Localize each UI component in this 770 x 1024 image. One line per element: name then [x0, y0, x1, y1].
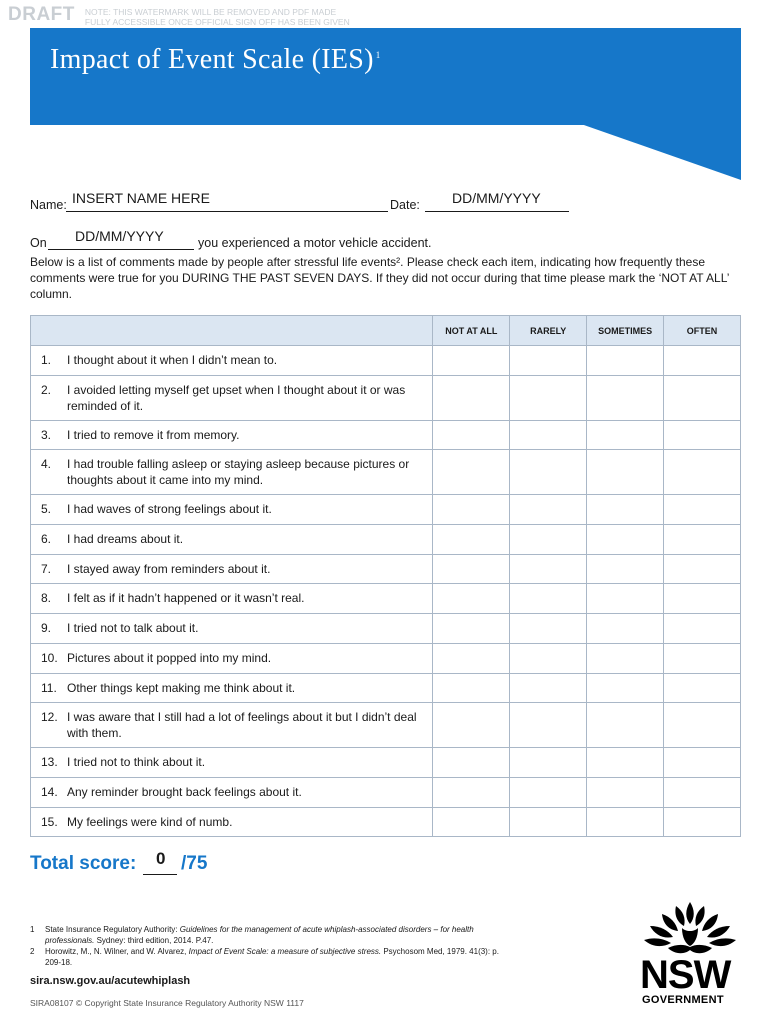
ies-table	[30, 315, 741, 837]
table-row	[31, 643, 741, 673]
footnote-1-pre: State Insurance Regulatory Authority:	[45, 925, 180, 934]
question-wrap	[41, 814, 424, 830]
response-not-at-all-cell[interactable]	[433, 346, 510, 376]
question-number: 15.	[41, 814, 58, 829]
accident-date-field[interactable]: DD/MM/YYYY	[75, 228, 164, 244]
question-text: I had dreams about it.	[67, 532, 184, 547]
question-text: I thought about it when I didn’t mean to.	[67, 353, 278, 367]
response-rarely-cell[interactable]	[510, 748, 587, 778]
response-sometimes-cell[interactable]	[587, 554, 664, 584]
response-sometimes-cell[interactable]	[587, 673, 664, 703]
response-rarely-cell[interactable]	[510, 584, 587, 614]
table-row	[31, 614, 741, 644]
table-row	[31, 584, 741, 614]
response-sometimes-cell[interactable]	[587, 375, 664, 420]
table-row	[31, 495, 741, 525]
question-wrap	[41, 456, 424, 488]
question-number: 6.	[41, 532, 52, 547]
question-text: Pictures about it popped into my mind.	[67, 650, 272, 665]
response-not-at-all-cell[interactable]	[433, 375, 510, 420]
response-rarely-cell[interactable]	[510, 777, 587, 807]
footnote-1-number: 1	[30, 925, 35, 934]
footnote-1-italic: Guidelines for the management of acute whiplash-associated disorders – for health professionals.	[45, 925, 474, 945]
question-cell	[31, 584, 433, 614]
government-logo-text: GOVERNMENT	[642, 994, 724, 1006]
question-number: 11.	[41, 680, 57, 695]
name-label: Name:	[30, 198, 67, 212]
draft-label: DRAFT	[8, 4, 75, 25]
total-score-line	[143, 874, 177, 875]
response-rarely-cell[interactable]	[510, 346, 587, 376]
question-cell	[31, 375, 433, 420]
table-row	[31, 525, 741, 555]
question-cell	[31, 643, 433, 673]
question-text: I tried to remove it from memory.	[67, 427, 240, 442]
website-link[interactable]: sira.nsw.gov.au/acutewhiplash	[30, 975, 191, 987]
question-wrap	[41, 561, 424, 577]
question-wrap	[41, 709, 424, 741]
response-sometimes-cell[interactable]	[587, 525, 664, 555]
response-rarely-cell[interactable]	[510, 525, 587, 555]
question-number: 8.	[41, 591, 52, 606]
name-field[interactable]: INSERT NAME HERE	[72, 190, 210, 206]
name-line	[66, 211, 388, 212]
title-footnote-ref: 1	[375, 49, 381, 60]
table-row	[31, 450, 741, 495]
footnote-2-post: Psychosom Med, 1979. 41(3): p. 209-18.	[45, 947, 499, 967]
response-rarely-cell[interactable]	[510, 495, 587, 525]
response-sometimes-cell[interactable]	[587, 495, 664, 525]
response-sometimes-cell[interactable]	[587, 450, 664, 495]
question-number: 3.	[41, 427, 52, 442]
response-not-at-all-cell[interactable]	[433, 525, 510, 555]
on-suffix: you experienced a motor vehicle accident.	[198, 236, 432, 250]
date-label: Date:	[390, 198, 420, 212]
footnote-1-post: Sydney: third edition, 2014. P.47.	[94, 935, 214, 945]
header-banner	[30, 28, 741, 125]
table-row	[31, 554, 741, 584]
response-often-cell[interactable]	[664, 554, 741, 584]
response-not-at-all-cell[interactable]	[433, 673, 510, 703]
response-rarely-cell[interactable]	[510, 554, 587, 584]
question-number: 7.	[41, 561, 52, 576]
table-header-row	[31, 316, 741, 346]
col-sometimes: SOMETIMES	[587, 316, 664, 346]
footnote-2-number: 2	[30, 947, 35, 956]
table-row	[31, 807, 741, 837]
total-score-label: Total score:	[30, 853, 137, 874]
table-row	[31, 420, 741, 450]
question-number: 1.	[41, 353, 52, 367]
on-label: On	[30, 236, 47, 250]
question-cell	[31, 420, 433, 450]
response-sometimes-cell[interactable]	[587, 614, 664, 644]
question-cell	[31, 703, 433, 748]
question-text: Other things kept making me think about it.	[67, 680, 296, 695]
question-number: 14.	[41, 784, 58, 799]
table-row	[31, 375, 741, 420]
question-number: 10.	[41, 650, 58, 665]
response-rarely-cell[interactable]	[510, 614, 587, 644]
table-row	[31, 346, 741, 376]
question-cell	[31, 495, 433, 525]
response-sometimes-cell[interactable]	[587, 748, 664, 778]
question-cell	[31, 673, 433, 703]
response-sometimes-cell[interactable]	[587, 346, 664, 376]
question-wrap	[41, 531, 424, 547]
response-not-at-all-cell[interactable]	[433, 495, 510, 525]
response-sometimes-cell[interactable]	[587, 703, 664, 748]
response-often-cell[interactable]	[664, 420, 741, 450]
page-title-text: Impact of Event Scale (IES)	[50, 44, 374, 75]
response-not-at-all-cell[interactable]	[433, 807, 510, 837]
col-not-at-all: NOT AT ALL	[433, 316, 510, 346]
question-cell	[31, 748, 433, 778]
response-rarely-cell[interactable]	[510, 643, 587, 673]
instructions: Below is a list of comments made by people after stressful life events². Please check each item, indicating how frequently these comments were true for you DURING THE PAST SEVEN DAYS. If they did not occur during that time please mark the ‘NOT AT ALL’ column.	[30, 255, 729, 301]
response-rarely-cell[interactable]	[510, 450, 587, 495]
watermark-note-line1: NOTE: THIS WATERMARK WILL BE REMOVED AND PDF MADE	[84, 7, 337, 17]
question-number: 9.	[41, 621, 52, 636]
question-number: 12.	[41, 710, 58, 725]
response-often-cell[interactable]	[664, 525, 741, 555]
footnote-2	[30, 947, 510, 968]
on-line	[48, 249, 194, 250]
page-title	[50, 44, 381, 76]
response-rarely-cell[interactable]	[510, 703, 587, 748]
question-wrap	[41, 501, 424, 517]
response-often-cell[interactable]	[664, 673, 741, 703]
watermark-note	[85, 7, 350, 27]
response-sometimes-cell[interactable]	[587, 807, 664, 837]
question-number: 13.	[41, 755, 58, 770]
header-blank	[31, 316, 433, 346]
question-cell	[31, 777, 433, 807]
response-not-at-all-cell[interactable]	[433, 450, 510, 495]
question-wrap	[41, 620, 424, 636]
response-often-cell[interactable]	[664, 450, 741, 495]
response-often-cell[interactable]	[664, 748, 741, 778]
response-not-at-all-cell[interactable]	[433, 643, 510, 673]
response-not-at-all-cell[interactable]	[433, 703, 510, 748]
response-often-cell[interactable]	[664, 584, 741, 614]
question-number: 4.	[41, 457, 52, 472]
response-not-at-all-cell[interactable]	[433, 748, 510, 778]
response-often-cell[interactable]	[664, 643, 741, 673]
response-rarely-cell[interactable]	[510, 420, 587, 450]
draft-watermark	[8, 4, 350, 27]
question-text: My feelings were kind of numb.	[67, 814, 233, 829]
response-often-cell[interactable]	[664, 703, 741, 748]
table-row	[31, 777, 741, 807]
question-number: 5.	[41, 502, 52, 517]
question-text: I stayed away from reminders about it.	[67, 561, 271, 576]
response-sometimes-cell[interactable]	[587, 420, 664, 450]
response-sometimes-cell[interactable]	[587, 777, 664, 807]
table-row	[31, 673, 741, 703]
question-cell	[31, 525, 433, 555]
question-text: I was aware that I still had a lot of feelings about it but I didn’t deal with them.	[67, 710, 417, 741]
copyright-text: SIRA08107 © Copyright State Insurance Regulatory Authority NSW 1117	[30, 998, 304, 1008]
question-text: I tried not to think about it.	[67, 755, 206, 770]
question-text: Any reminder brought back feelings about it.	[67, 784, 302, 799]
question-cell	[31, 450, 433, 495]
question-cell	[31, 554, 433, 584]
response-sometimes-cell[interactable]	[587, 584, 664, 614]
nsw-waratah-icon	[638, 900, 742, 960]
footnote-2-italic: Impact of Event Scale: a measure of subjective stress.	[188, 947, 382, 956]
question-wrap	[41, 590, 424, 606]
response-not-at-all-cell[interactable]	[433, 554, 510, 584]
response-not-at-all-cell[interactable]	[433, 614, 510, 644]
response-often-cell[interactable]	[664, 807, 741, 837]
question-wrap	[41, 680, 424, 696]
response-often-cell[interactable]	[664, 346, 741, 376]
response-not-at-all-cell[interactable]	[433, 420, 510, 450]
response-not-at-all-cell[interactable]	[433, 777, 510, 807]
footnote-2-pre: Horowitz, M., N. Wilner, and W. Alvarez,	[45, 947, 189, 956]
question-wrap	[41, 650, 424, 666]
response-sometimes-cell[interactable]	[587, 643, 664, 673]
question-text: I avoided letting myself get upset when I thought about it or was reminded of it.	[67, 382, 406, 413]
question-cell	[31, 614, 433, 644]
question-text: I felt as if it hadn’t happened or it wasn’t real.	[67, 591, 305, 606]
question-wrap	[41, 427, 424, 443]
table-row	[31, 703, 741, 748]
question-wrap	[41, 784, 424, 800]
total-score-max: /75	[181, 853, 208, 874]
response-often-cell[interactable]	[664, 495, 741, 525]
question-text: I had trouble falling asleep or staying asleep because pictures or thoughts about it came into my mind.	[67, 457, 410, 488]
response-often-cell[interactable]	[664, 375, 741, 420]
col-rarely: RARELY	[510, 316, 587, 346]
date-field[interactable]: DD/MM/YYYY	[452, 190, 541, 206]
question-text: I had waves of strong feelings about it.	[67, 502, 272, 517]
response-often-cell[interactable]	[664, 777, 741, 807]
question-number: 2.	[41, 382, 52, 397]
total-score-field[interactable]: 0	[156, 849, 166, 868]
header-banner-tail	[581, 124, 741, 180]
response-rarely-cell[interactable]	[510, 375, 587, 420]
question-wrap	[41, 382, 424, 414]
question-text: I tried not to talk about it.	[67, 621, 199, 636]
response-rarely-cell[interactable]	[510, 807, 587, 837]
nsw-logo-text: NSW	[640, 953, 731, 997]
response-often-cell[interactable]	[664, 614, 741, 644]
table-row	[31, 748, 741, 778]
response-not-at-all-cell[interactable]	[433, 584, 510, 614]
question-wrap	[41, 352, 424, 368]
question-cell	[31, 807, 433, 837]
response-rarely-cell[interactable]	[510, 673, 587, 703]
footnote-1	[30, 925, 510, 946]
question-wrap	[41, 754, 424, 770]
watermark-note-line2: FULLY ACCESSIBLE ONCE OFFICIAL SIGN OFF HAS BEEN GIVEN	[84, 17, 350, 27]
col-often: OFTEN	[664, 316, 741, 346]
question-cell	[31, 346, 433, 376]
date-line	[425, 211, 569, 212]
